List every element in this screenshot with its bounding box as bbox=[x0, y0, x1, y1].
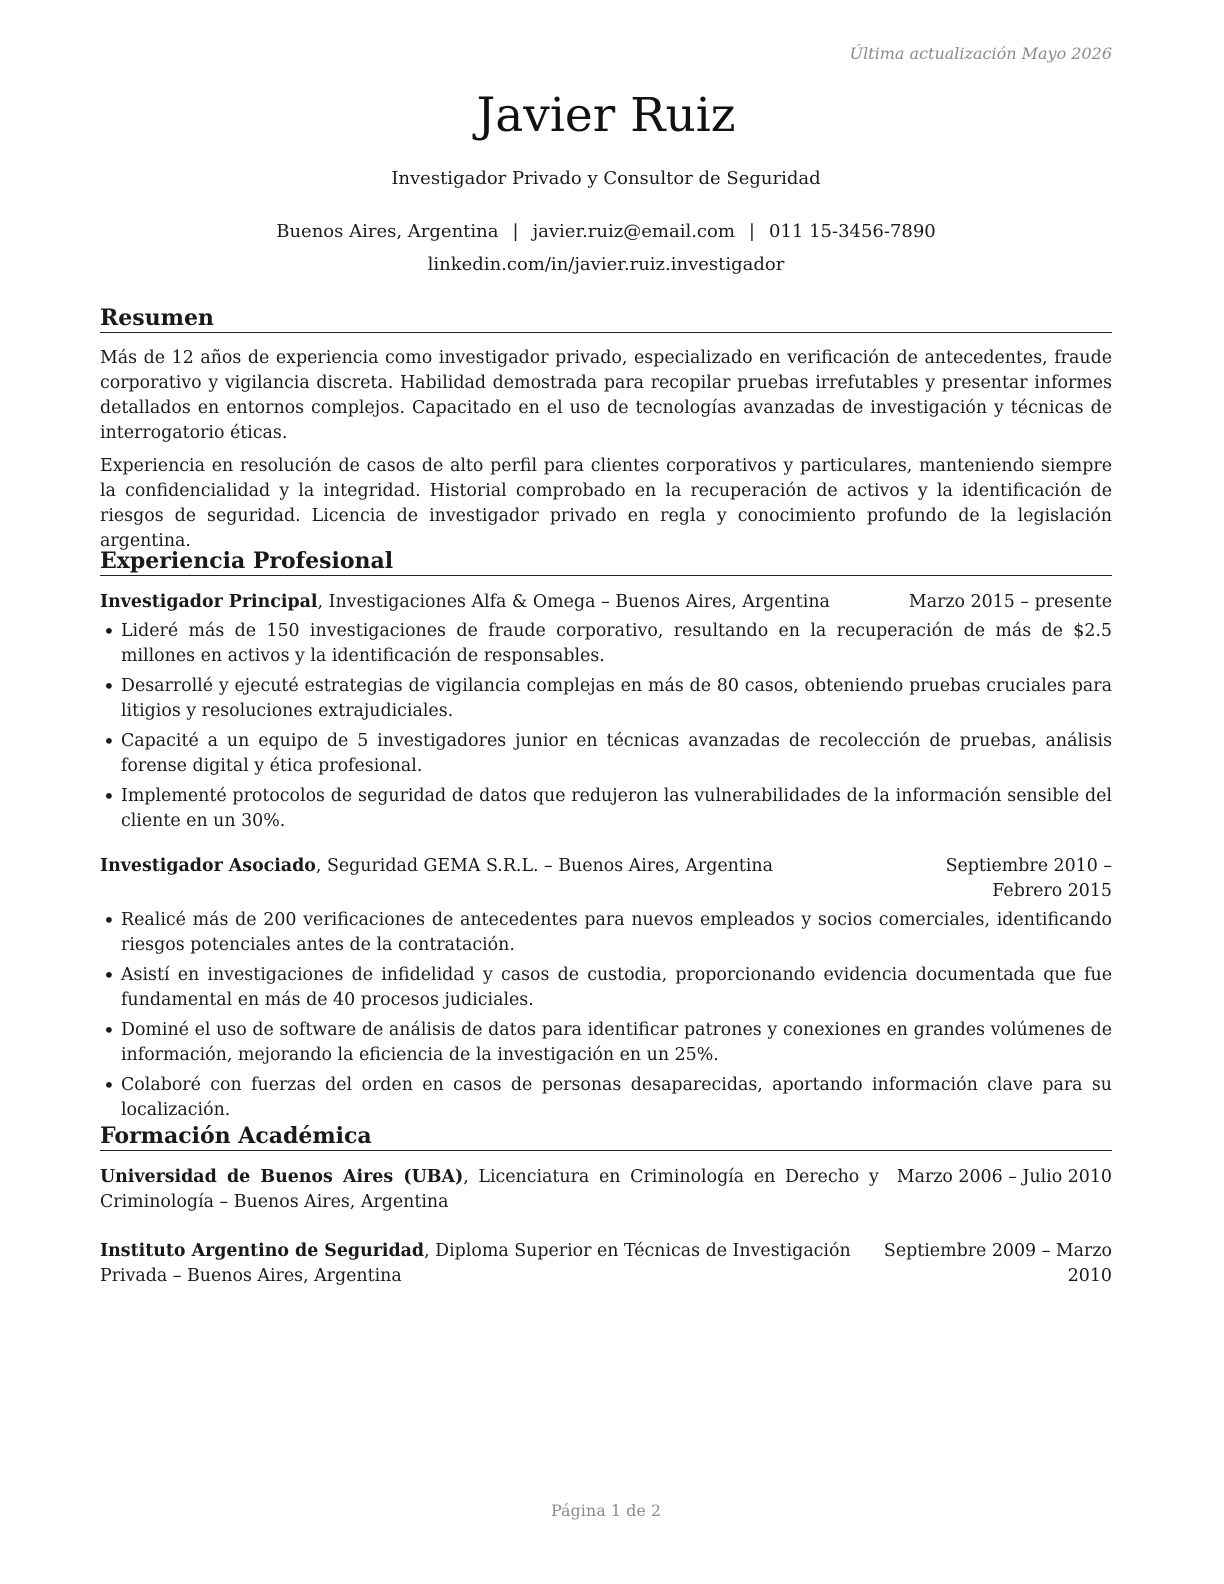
job-company: , Seguridad GEMA S.R.L. – Buenos Aires, Argentina bbox=[315, 856, 773, 876]
list-item: • Lideré más de 150 investigaciones de fraude corporativo, resultando en la recuperación de más de $2.5 millones en activos y la identificación de responsables. bbox=[100, 619, 1112, 669]
education-section bbox=[100, 1123, 1112, 1289]
education-detail: , Licenciatura en Criminología en Derecho y Criminología – Buenos Aires, Argentina bbox=[100, 1167, 879, 1212]
job-header bbox=[100, 590, 1112, 615]
job-role: Investigador Principal bbox=[100, 592, 318, 612]
contact-line bbox=[100, 219, 1112, 245]
last-updated: Última actualización Mayo 2026 bbox=[849, 44, 1112, 63]
list-item: • Realicé más de 200 verificaciones de antecedentes para nuevos empleados y socios comerciales, identificando riesgos potenciales antes de la contratación. bbox=[100, 908, 1112, 958]
contact-phone: 011 15-3456-7890 bbox=[769, 221, 936, 242]
list-item: • Desarrollé y ejecuté estrategias de vigilancia complejas en más de 80 casos, obteniendo pruebas cruciales para litigios y resoluciones extrajudiciales. bbox=[100, 674, 1112, 724]
summary-paragraph: Experiencia en resolución de casos de alto perfil para clientes corporativos y particulares, manteniendo siempre la confidencialidad y la integridad. Historial comprobado en la recuperación de activos y la identificación de riesgos de seguridad. Licencia de investigador privado en regla y conocimiento profundo de la legislación argentina. bbox=[100, 456, 1112, 551]
list-item: • Dominé el uso de software de análisis de datos para identificar patrones y conexiones en grandes volúmenes de información, mejorando la eficiencia de la investigación en un 25%. bbox=[100, 1018, 1112, 1068]
job-role: Investigador Asociado bbox=[100, 856, 316, 876]
job-dates: Septiembre 2010 – Febrero 2015 bbox=[945, 856, 1112, 901]
job-bullets bbox=[100, 619, 1112, 834]
job-company: , Investigaciones Alfa & Omega – Buenos Aires, Argentina bbox=[317, 592, 830, 612]
job-entry bbox=[100, 854, 1112, 1123]
section-title-education: Formación Académica bbox=[100, 1123, 1112, 1151]
section-title-summary: Resumen bbox=[100, 305, 1112, 333]
job-header bbox=[100, 854, 1112, 904]
education-dates: Marzo 2006 – Julio 2010 bbox=[896, 1167, 1112, 1187]
contact-email[interactable]: javier.ruiz@email.com bbox=[532, 221, 735, 242]
job-dates: Marzo 2015 – presente bbox=[908, 592, 1112, 612]
job-bullets bbox=[100, 908, 1112, 1123]
education-entry bbox=[100, 1165, 1112, 1215]
page-number: Página 1 de 2 bbox=[550, 1501, 662, 1520]
education-institution: Instituto Argentino de Seguridad bbox=[100, 1241, 425, 1261]
education-dates: Septiembre 2009 – Marzo 2010 bbox=[883, 1241, 1112, 1286]
contact-location: Buenos Aires, Argentina bbox=[276, 221, 499, 242]
education-detail: , Diploma Superior en Técnicas de Investigación Privada – Buenos Aires, Argentina bbox=[100, 1241, 851, 1286]
section-title-experience: Experiencia Profesional bbox=[100, 548, 1112, 576]
resume-page bbox=[100, 0, 1112, 1584]
contact-separator: | bbox=[748, 221, 755, 242]
list-item: • Asistí en investigaciones de infidelidad y casos de custodia, proporcionando evidencia documentada que fue fundamental en más de 40 procesos judiciales. bbox=[100, 963, 1112, 1013]
candidate-title: Investigador Privado y Consultor de Seguridad bbox=[391, 168, 821, 189]
education-institution: Universidad de Buenos Aires (UBA) bbox=[100, 1167, 464, 1187]
contact-separator: | bbox=[512, 221, 519, 242]
candidate-name: Javier Ruiz bbox=[476, 88, 736, 143]
list-item: • Colaboré con fuerzas del orden en casos de personas desaparecidas, aportando información clave para su localización. bbox=[100, 1073, 1112, 1123]
job-entry bbox=[100, 590, 1112, 834]
contact-linkedin[interactable]: linkedin.com/in/javier.ruiz.investigador bbox=[427, 254, 785, 275]
list-item: • Implementé protocolos de seguridad de datos que redujeron las vulnerabilidades de la información sensible del cliente en un 30%. bbox=[100, 784, 1112, 834]
summary-section bbox=[100, 305, 1112, 554]
summary-paragraph: Más de 12 años de experiencia como investigador privado, especializado en verificación de antecedentes, fraude corporativo y vigilancia discreta. Habilidad demostrada para recopilar pruebas irrefutables y presentar informes detallados en entornos complejos. Capacitado en el uso de tecnologías avanzadas de investigación y técnicas de interrogatorio éticas. bbox=[100, 348, 1112, 443]
list-item: • Capacité a un equipo de 5 investigadores junior en técnicas avanzadas de recolección de pruebas, análisis forense digital y ética profesional. bbox=[100, 729, 1112, 779]
experience-section bbox=[100, 548, 1112, 1128]
education-entry bbox=[100, 1239, 1112, 1289]
